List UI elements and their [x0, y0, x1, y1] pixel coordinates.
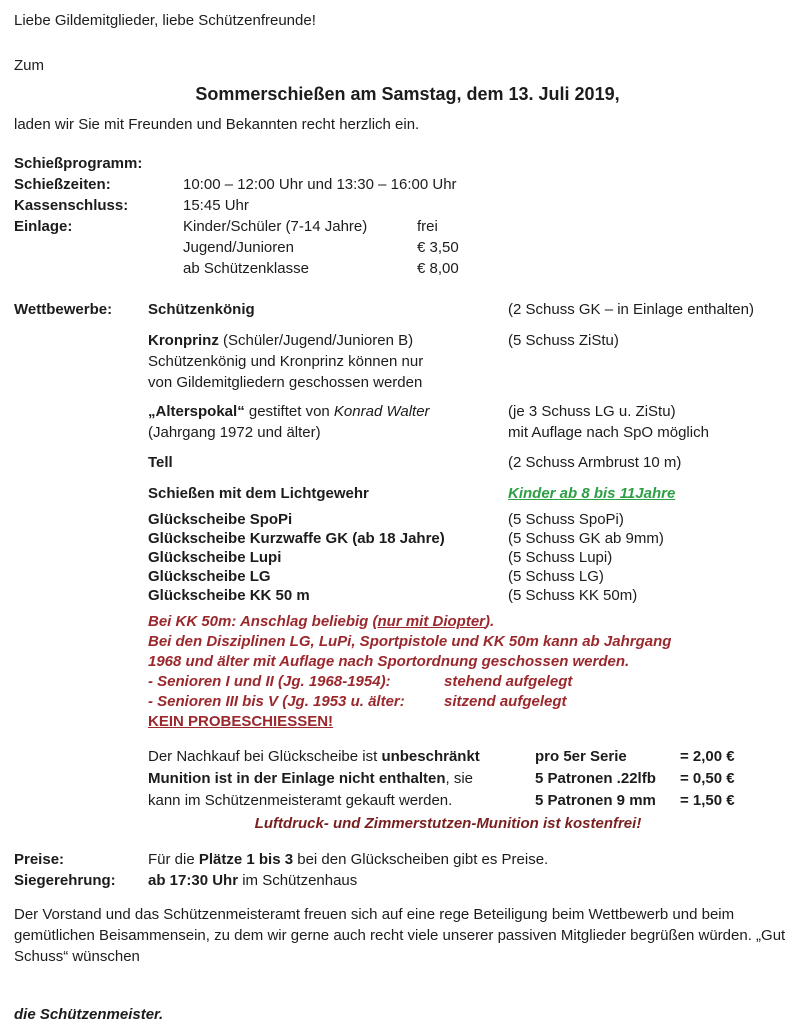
wett-row-kronprinz	[14, 330, 801, 393]
competition-detail: (5 Schuss Lupi)	[508, 549, 613, 566]
red-notice-block	[148, 612, 801, 732]
price-value: = 0,50 €	[680, 770, 735, 787]
notice-line-senioren1: - Senioren I und II (Jg. 1968-1954): stehend aufgelegt	[148, 673, 573, 690]
fee-price: frei	[417, 218, 438, 235]
zum-line: Zum	[14, 57, 44, 74]
siegerehrung-row: Siegerehrung: ab 17:30 Uhr im Schützenhaus	[14, 872, 358, 889]
nachkauf-section	[148, 746, 801, 812]
glueck-row	[14, 567, 801, 586]
preise-label: Preise:	[14, 851, 65, 868]
competition-name: Schützenkönig	[148, 301, 255, 318]
competition-detail: (je 3 Schuss LG u. ZiStu)	[508, 403, 676, 420]
fee-table	[183, 216, 801, 279]
preise-row: Preise: Für die Plätze 1 bis 3 bei den Glückscheiben gibt es Preise.	[14, 851, 549, 868]
competition-mid: gestiftet von	[244, 403, 334, 420]
nachkauf-row: Munition ist in der Einlage nicht enthalten, sie 5 Patronen .22lfb = 0,50 €	[148, 768, 801, 790]
price-item: pro 5er Serie	[535, 748, 627, 765]
closing-paragraph: Der Vorstand und das Schützenmeisteramt freuen sich auf eine rege Beteiligung beim Wettbewerb und beim gemütlichen Beisammensein, zu dem wir gerne auch recht viele unserer passiven Mitglieder begrüßen würden. „Gut Schuss“ wünschen	[14, 906, 786, 965]
competition-detail: (2 Schuss GK – in Einlage enthalten)	[508, 301, 754, 318]
notice-line-senioren2: - Senioren III bis V (Jg. 1953 u. älter: sitzend aufgelegt	[148, 693, 567, 710]
competition-name: Schießen mit dem Lichtgewehr	[148, 485, 369, 502]
competition-name: Glückscheibe KK 50 m	[148, 587, 310, 604]
competition-name: „Alterspokal“	[148, 403, 245, 420]
signature: die Schützenmeister.	[14, 1006, 164, 1023]
competition-name: Tell	[148, 454, 173, 471]
competition-name: Glückscheibe LG	[148, 568, 271, 585]
wett-row-koenig	[14, 299, 801, 320]
fee-price: € 8,00	[417, 260, 459, 277]
program-value: 10:00 – 12:00 Uhr und 13:30 – 16:00 Uhr	[183, 176, 457, 193]
competition-detail: (5 Schuss GK ab 9mm)	[508, 530, 664, 547]
invite-line: laden wir Sie mit Freunden und Bekannten recht herzlich ein.	[14, 116, 420, 133]
notice-line: 1968 und älter mit Auflage nach Sportordnung geschossen werden.	[148, 653, 630, 670]
fee-row	[183, 237, 801, 258]
glueckscheibe-list	[14, 510, 801, 605]
competition-detail: (5 Schuss LG)	[508, 568, 604, 585]
diopter-underline: nur mit Diopter	[377, 613, 485, 630]
glueck-row	[14, 529, 801, 548]
program-value: 15:45 Uhr	[183, 197, 249, 214]
fee-name: ab Schützenklasse	[183, 260, 309, 277]
price-value: = 1,50 €	[680, 792, 735, 809]
notice-line: Bei KK 50m: Anschlag beliebig (nur mit Diopter).	[148, 613, 495, 630]
competition-note: Schützenkönig und Kronprinz können nur	[148, 353, 424, 370]
fee-row	[183, 216, 801, 237]
wett-row-lichtgewehr	[14, 483, 801, 504]
wettbewerbe-label: Wettbewerbe:	[14, 301, 113, 318]
competition-detail: (2 Schuss Armbrust 10 m)	[508, 454, 682, 471]
notice-line: Bei den Disziplinen LG, LuPi, Sportpistole und KK 50m kann ab Jahrgang	[148, 633, 672, 650]
age-note-green: Kinder ab 8 bis 11Jahre	[508, 485, 676, 502]
glueck-row	[14, 510, 801, 529]
competition-name: Glückscheibe Lupi	[148, 549, 282, 566]
price-item: 5 Patronen 9 mm	[535, 792, 656, 809]
glueck-row	[14, 586, 801, 605]
competition-name-block	[148, 401, 508, 443]
program-label: Einlage:	[14, 218, 73, 235]
competition-detail: (5 Schuss SpoPi)	[508, 511, 624, 528]
competition-detail-block	[508, 401, 801, 443]
program-row-times	[14, 174, 801, 195]
fee-row	[183, 258, 801, 279]
competition-note: (Jahrgang 1972 und älter)	[148, 424, 321, 441]
greeting-line: Liebe Gildemitglieder, liebe Schützenfreunde!	[14, 12, 316, 29]
competition-name: Glückscheibe SpoPi	[148, 511, 293, 528]
donor-name: Konrad Walter	[333, 403, 430, 420]
nachkauf-row: kann im Schützenmeisteramt gekauft werden. 5 Patronen 9 mm = 1,50 €	[148, 790, 801, 812]
wett-row-tell	[14, 452, 801, 473]
competition-note: von Gildemitgliedern geschossen werden	[148, 374, 423, 391]
fee-price: € 3,50	[417, 239, 459, 256]
program-row-deadline	[14, 195, 801, 216]
competition-detail: (5 Schuss KK 50m)	[508, 587, 638, 604]
program-row-fees	[14, 216, 801, 279]
nachkauf-row: Der Nachkauf bei Glückscheibe ist unbeschränkt pro 5er Serie = 2,00 €	[148, 746, 801, 768]
glueck-row	[14, 548, 801, 567]
competition-name: Glückscheibe Kurzwaffe GK (ab 18 Jahre)	[148, 530, 445, 547]
free-ammo-note: Luftdruck- und Zimmerstutzen-Munition ist kostenfrei!	[254, 815, 642, 832]
competition-detail: (5 Schuss ZiStu)	[508, 332, 619, 349]
event-title: Sommerschießen am Samstag, dem 13. Juli 2019,	[195, 84, 620, 104]
competition-name-suffix: (Schüler/Jugend/Junioren B)	[218, 332, 414, 349]
fee-name: Kinder/Schüler (7-14 Jahre)	[183, 218, 368, 235]
wett-row-alterspokal	[14, 401, 801, 443]
program-section	[14, 153, 801, 279]
competition-detail: mit Auflage nach SpO möglich	[508, 424, 709, 441]
competition-name-block	[148, 330, 508, 393]
awards-section	[14, 849, 801, 891]
siegerehrung-label: Siegerehrung:	[14, 872, 116, 889]
price-item: 5 Patronen .22lfb	[535, 770, 656, 787]
wettbewerbe-section	[14, 299, 801, 605]
program-heading: Schießprogramm:	[14, 155, 143, 172]
price-value: = 2,00 €	[680, 748, 735, 765]
program-label: Schießzeiten:	[14, 176, 111, 193]
competition-name: Kronprinz	[148, 332, 219, 349]
no-practice-warning: KEIN PROBESCHIESSEN!	[148, 713, 334, 730]
program-label: Kassenschluss:	[14, 197, 129, 214]
fee-name: Jugend/Junioren	[183, 239, 294, 256]
